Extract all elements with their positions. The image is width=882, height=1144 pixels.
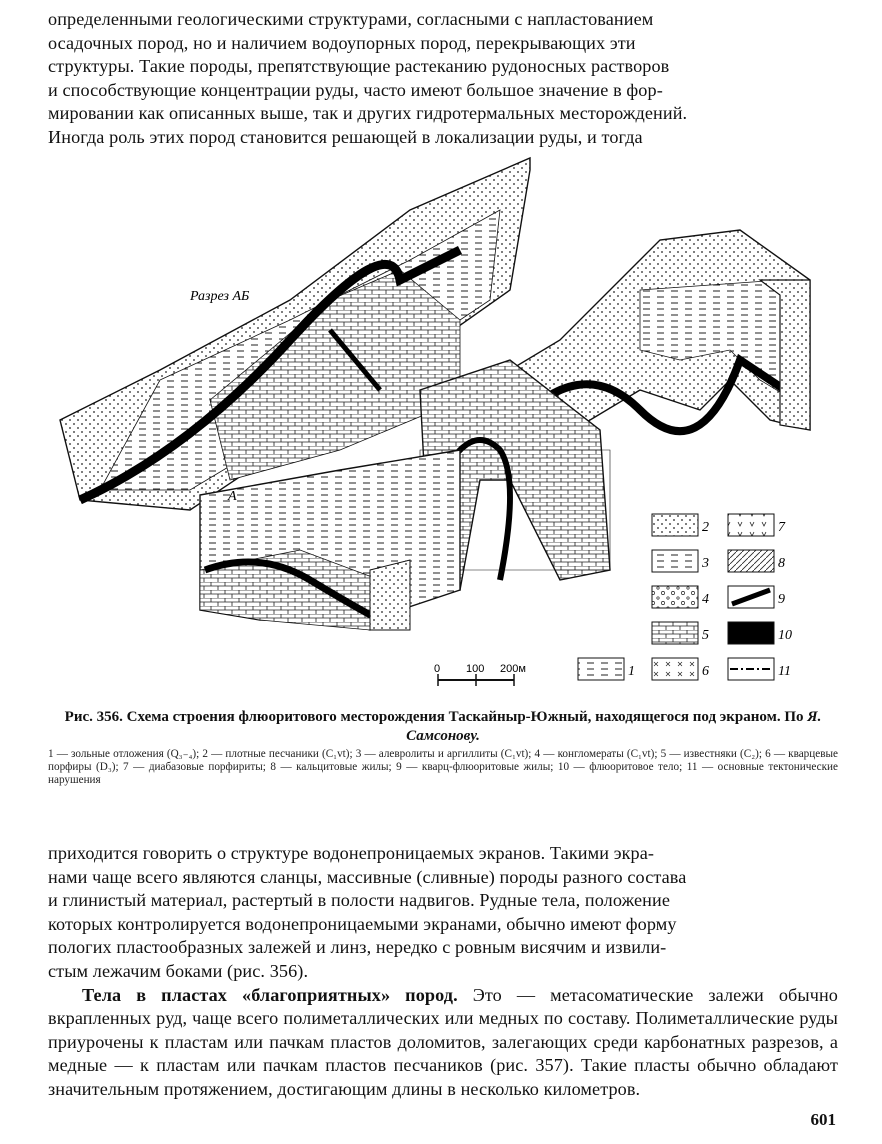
text-line: и глинистый материал, растертый в полости надвигов. Рудные тела, положение [48, 890, 671, 911]
scale-zero: 0 [434, 663, 441, 675]
legend-num: 11 [778, 664, 791, 679]
text-line: определенными геологическими структурами, согласными с напластованием [48, 9, 654, 29]
caption-title: Рис. 356. Схема строения флюоритового месторождения Таскайныр-Южный, находящегося под экраном. По [64, 709, 804, 725]
legend-num: 9 [778, 592, 785, 607]
page-number: 601 [810, 1110, 836, 1129]
legend-num: 5 [702, 628, 709, 643]
paragraph-body: Это — метасоматические залежи обычно вкрапленных руд, чаще всего полиметаллических или медных по составу. Полиметаллические руды приурочены к пластам или пачкам пластов доломитов, залегающих среди карбонатных разрезов, а медные — к пластам или пачкам пластов песчаников (рис. 357). Такие пласты обычно обладают значительным протяжением, достигающим длины в несколько километров. [48, 984, 838, 1099]
figure-legend-text: 1 — зольные отложения (Q₃₋₄); 2 — плотные песчаники (C₁vt); 3 — алевролиты и аргиллиты (C₁vt); 4 — конгломераты (C₁vt); 5 — известняки (C₂); 6 — кварцевые порфиры (D₃); 7 — диабазовые порфириты; 8 — кальцитовые жилы; 9 — кварц-флюоритовые жилы; 10 — флюоритовое тело; 11 — основные тектонические нарушения [48, 748, 838, 786]
text-line: мировании как описанных выше, так и других гидротермальных месторождений. [48, 103, 688, 124]
text-line: и способствующие концентрации руды, часто имеют большое значение в фор- [48, 79, 663, 100]
geological-block-diagram [40, 150, 840, 706]
legend-num: 3 [702, 556, 709, 571]
text-line: приходится говорить о структуре водонепроницаемых экранов. Такими экра- [48, 843, 655, 863]
legend-num: 8 [778, 556, 785, 571]
scale-bar [434, 663, 526, 686]
text-line: структуры. Такие породы, препятствующие растеканию рудоносных растворов [48, 56, 670, 77]
top-paragraph [48, 8, 838, 150]
text-line: пологих пластообразных залежей и линз, нередко с ровным висячим и извили- [48, 937, 667, 958]
legend-num: 4 [702, 592, 709, 607]
caption-author: Я. Самсонову. [406, 709, 822, 744]
point-a-label: А [228, 489, 237, 504]
text-line: осадочных пород, но и наличием водоупорных пород, перекрывающих эти [48, 32, 636, 53]
text-line: стым лежачим боками (рис. 356). [48, 960, 309, 981]
paragraph-2 [48, 984, 838, 1102]
text-line: нами чаще всего являются сланцы, массивные (сливные) породы разного состава [48, 866, 687, 887]
legend-num: 6 [702, 664, 709, 679]
figure-caption [48, 708, 838, 746]
scale-end: 200м [500, 663, 526, 675]
text-line: которых контролируется водонепроницаемыми экранами, обычно имеют форму [48, 913, 677, 934]
scale-mid: 100 [466, 663, 485, 675]
legend-num: 10 [778, 628, 792, 643]
legend-num: 2 [702, 520, 709, 535]
section-label: Разрез АБ [190, 289, 250, 304]
text-line: Иногда роль этих пород становится решающей в локализации руды, и тогда [48, 126, 643, 147]
paragraph-heading: Тела в пластах «благоприятных» пород. [82, 984, 458, 1005]
bottom-paragraphs [48, 842, 838, 1102]
legend-num: 7 [778, 520, 785, 535]
legend-num: 1 [628, 664, 635, 679]
